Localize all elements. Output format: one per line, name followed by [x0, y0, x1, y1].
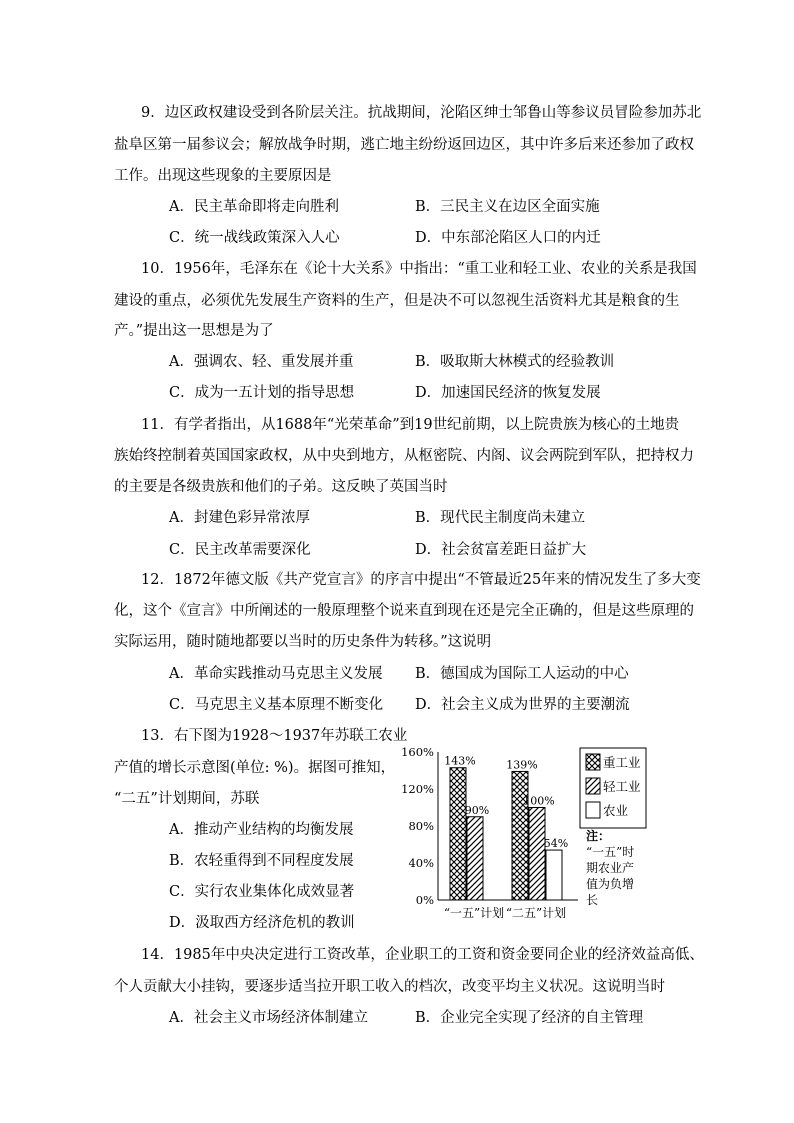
q9-option-a: A．民主革命即将走向胜利: [169, 199, 339, 215]
y-tick-label: 0%: [415, 893, 434, 907]
q11-option-d: D．社会贫富差距日益扩大: [415, 542, 587, 558]
q12-option-a: A．革命实践推动马克思主义发展: [169, 666, 383, 682]
note-line: 期农业产: [586, 861, 635, 875]
q13-stem-line-1: 13．右下图为1928～1937年苏联工农业: [141, 728, 408, 744]
y-axis-ticks: [401, 745, 434, 907]
q12-option-b: B．德国成为国际工人运动的中心: [415, 666, 629, 682]
q9-stem-line-3: 工作。出现这些现象的主要原因是: [114, 168, 332, 184]
bar: [512, 771, 528, 900]
bar-value-label: 90%: [464, 803, 490, 817]
y-tick-label: 40%: [408, 856, 434, 870]
x-tick-label: “一五”计划: [443, 906, 505, 920]
q12-stem-line-3: 实际运用，随时随地都要以当时的历史条件为转移。”这说明: [114, 634, 492, 650]
q9-option-c: C．统一战线政策深入人心: [169, 230, 340, 246]
q13-stem-line-2: 产值的增长示意图(单位: %)。据图可推知，: [114, 760, 396, 776]
y-tick-label: 120%: [401, 782, 434, 796]
note-line: 注：: [586, 829, 611, 843]
bar: [546, 850, 562, 900]
legend-swatch: [586, 754, 600, 770]
x-tick-label: “二五”计划: [505, 906, 567, 920]
q12-stem-line-1: 12．1872年德文版《共产党宣言》的序言中提出“不管最近25年来的情况发生了多大变: [141, 572, 701, 588]
q13-option-a: A．推动产业结构的均衡发展: [169, 822, 354, 838]
q10-stem-line-2: 建设的重点，必须优先发展生产资料的生产，但是决不可以忽视生活资料尤其是粮食的生: [114, 293, 680, 309]
bar-group: [444, 755, 568, 900]
bar-value-label: 143%: [444, 754, 476, 768]
legend-label: 农业: [603, 803, 629, 818]
note-line: 长: [586, 893, 599, 907]
bar-value-label: 139%: [506, 758, 538, 772]
note-line: “一五”时: [586, 845, 635, 859]
y-tick-label: 160%: [401, 745, 434, 759]
q10-stem-line-1: 10．1956年，毛泽东在《论十大关系》中指出：“重工业和轻工业、农业的关系是我国: [141, 261, 697, 277]
bar: [529, 808, 545, 901]
legend-label: 轻工业: [603, 779, 641, 794]
q13-option-c: C．实行农业集体化成效显著: [169, 884, 355, 900]
q11-option-a: A．封建色彩异常浓厚: [169, 510, 310, 526]
legend-swatch: [586, 778, 600, 794]
q9-stem-line-2: 盐阜区第一届参议会；解放战争时期，逃亡地主纷纷返回边区，其中许多后来还参加了政权: [114, 137, 694, 153]
legend-box: [580, 748, 646, 828]
q12-option-d: D．社会主义成为世界的主要潮流: [415, 697, 630, 713]
chart-note: [586, 828, 634, 907]
q14-option-b: B．企业完全实现了经济的自主管理: [415, 1010, 644, 1026]
q14-stem-line-1: 14．1985年中央决定进行工资改革，企业职工的工资和资金要同企业的经济效益高低、: [141, 947, 704, 963]
q9-option-d: D．中东部沦陷区人口的内迁: [415, 230, 601, 246]
legend-label: 重工业: [603, 755, 641, 770]
q11-option-b: B．现代民主制度尚未建立: [415, 510, 586, 526]
q12-option-c: C．马克思主义基本原理不断变化: [169, 697, 384, 713]
q10-option-d: D．加速国民经济的恢复发展: [415, 385, 601, 401]
q9-option-b: B．三民主义在边区全面实施: [415, 199, 600, 215]
q11-option-c: C．民主改革需要深化: [169, 542, 311, 558]
bar: [450, 768, 466, 900]
q10-option-a: A．强调农、轻、重发展并重: [169, 354, 354, 370]
q12-stem-line-2: 化，这个《宣言》中所阐述的一般原理整个说来直到现在还是完全正确的，但是这些原理的: [114, 603, 694, 619]
q11-stem-line-3: 的主要是各级贵族和他们的子弟。这反映了英国当时: [114, 479, 448, 495]
note-line: 值为负增: [586, 877, 635, 891]
y-tick-label: 80%: [408, 819, 434, 833]
industry-growth-chart: [400, 742, 650, 922]
q14-option-a: A．社会主义市场经济体制建立: [169, 1010, 368, 1026]
bar: [467, 817, 483, 900]
q9-stem-line-1: 9．边区政权建设受到各阶层关注。抗战期间，沦陷区绅士邹鲁山等参议员冒险参加苏北: [141, 105, 702, 121]
q13-option-b: B．农轻重得到不同程度发展: [169, 853, 354, 869]
q13-stem-line-3: “二五”计划期间，苏联: [114, 791, 260, 807]
q10-option-b: B．吸取斯大林模式的经验教训: [415, 354, 615, 370]
q14-stem-line-2: 个人贡献大小挂钩，要逐步适当拉开职工收入的档次，改变平均主义状况。这说明当时: [114, 979, 665, 995]
q11-stem-line-1: 11．有学者指出，从1688年“光荣革命”到19世纪前期，以上院贵族为核心的土地贵: [141, 417, 680, 433]
x-axis-labels: [444, 905, 566, 920]
bar-value-label: 54%: [543, 837, 569, 851]
bar-value-label: 100%: [523, 794, 555, 808]
q10-stem-line-3: 产。”提出这一思想是为了: [114, 323, 274, 339]
q13-option-d: D．汲取西方经济危机的教训: [169, 915, 355, 931]
q10-option-c: C．成为一五计划的指导思想: [169, 385, 355, 401]
legend-swatch: [586, 802, 600, 818]
q11-stem-line-2: 族始终控制着英国国家政权，从中央到地方，从枢密院、内阁、议会两院到军队，把持权力: [114, 448, 694, 464]
